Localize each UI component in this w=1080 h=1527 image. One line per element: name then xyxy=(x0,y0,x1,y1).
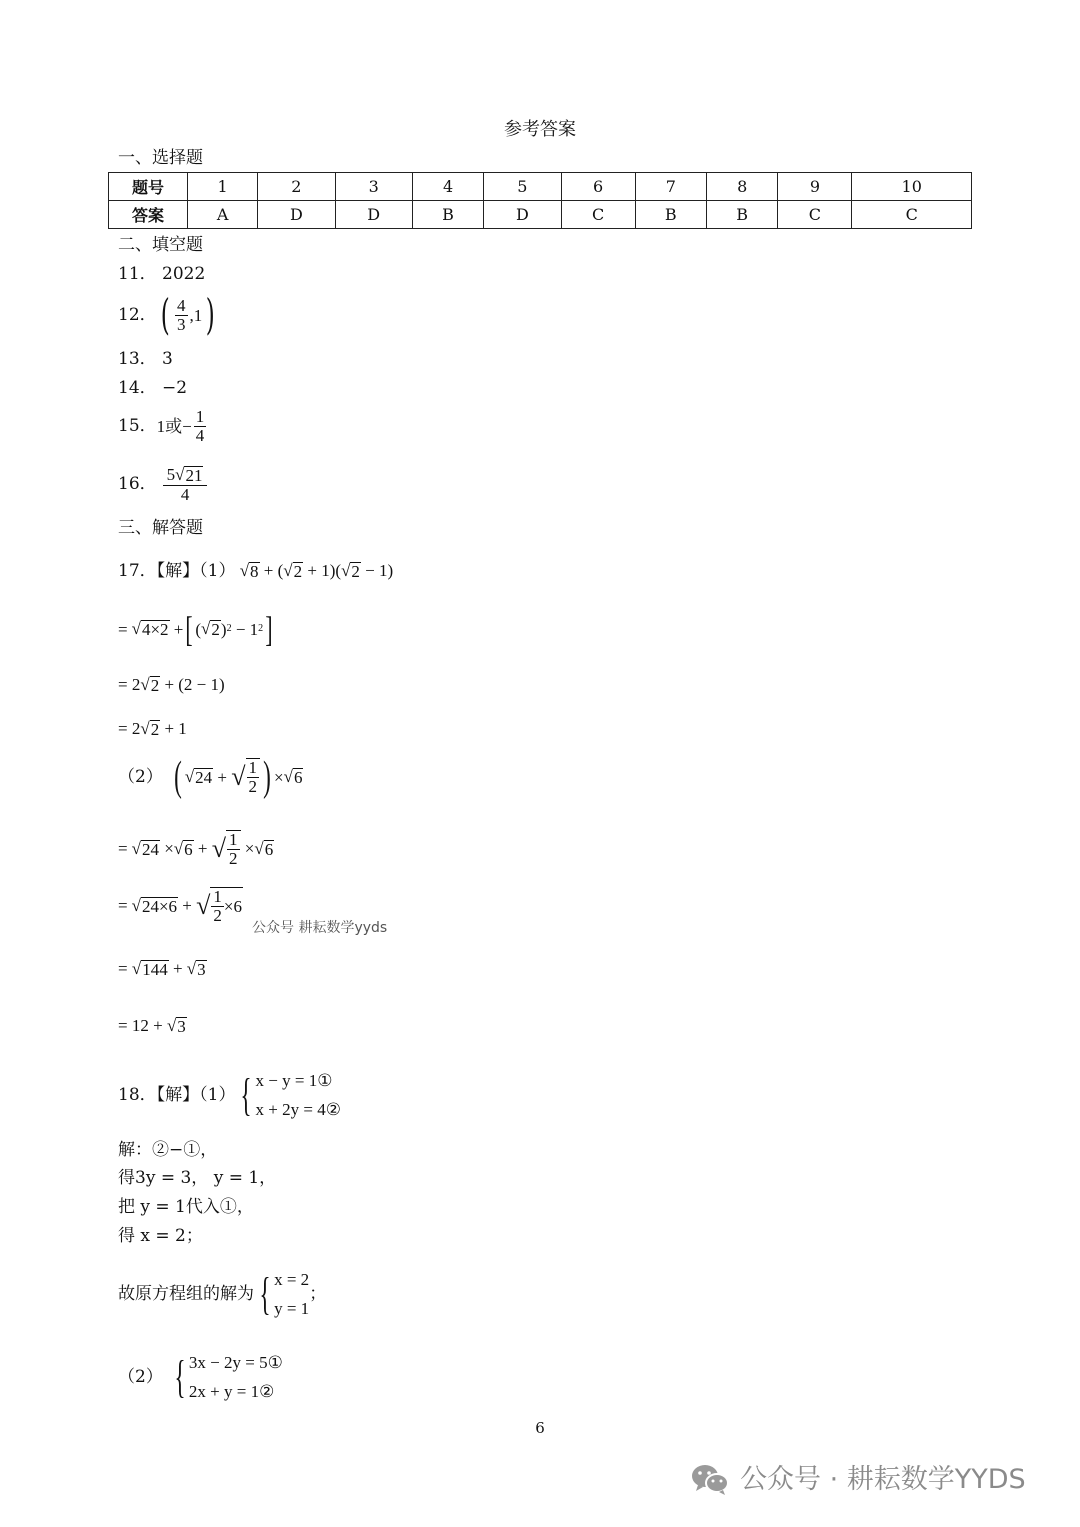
q18-part2 xyxy=(118,1348,283,1406)
table-cell: D xyxy=(258,201,335,229)
equation-line: x − y = 1① xyxy=(255,1071,333,1090)
table-cell: 3 xyxy=(335,173,412,201)
sqrt-half-x6: √ $\frac{1}{2}$ ×6 xyxy=(196,887,242,925)
fill-answer-11 xyxy=(118,266,205,283)
sqrt-2: √ 2 xyxy=(140,675,160,695)
q17-step1: = √ 4×2 + [ ( √ 2 ) 2 − 1 2 ] xyxy=(118,609,273,649)
table-cell: B xyxy=(635,201,706,229)
section-fill-heading: 二、填空题 xyxy=(118,235,203,255)
answer-prefix: 1或− xyxy=(156,416,192,436)
table-cell: 1 xyxy=(188,173,258,201)
table-cell: 5 xyxy=(484,173,561,201)
sqrt-half: √ $\frac{1}{2}$ xyxy=(212,830,241,868)
sqrt-2: √ 2 xyxy=(341,561,360,581)
q17-step6: = √ 144 + √ 3 xyxy=(118,959,206,979)
sqrt-6: √ 6 xyxy=(283,767,303,787)
sqrt-8: √ 8 xyxy=(239,561,259,581)
left-paren: ( xyxy=(173,754,182,800)
fraction xyxy=(163,466,208,504)
solution-system xyxy=(254,1265,309,1323)
answer-value: 2022 xyxy=(162,264,206,284)
table-row-numbers xyxy=(109,173,972,201)
right-paren: ) xyxy=(205,290,215,339)
fraction xyxy=(175,297,188,334)
sqrt-3: √ 3 xyxy=(166,1016,186,1036)
left-brace: { xyxy=(259,1268,271,1319)
table-cell: C xyxy=(778,201,852,229)
equation-line: x + 2y = 4② xyxy=(255,1100,341,1119)
table-cell: C xyxy=(852,201,972,229)
sqrt-144: √ 144 xyxy=(131,959,168,979)
denominator: 3 xyxy=(177,314,186,334)
table-cell: D xyxy=(484,201,561,229)
question-label: 12． xyxy=(118,304,157,325)
left-paren: ( xyxy=(160,290,170,339)
conclusion-text: 故原方程组的解为 xyxy=(118,1283,254,1304)
table-header-number: 题号 xyxy=(109,173,188,201)
q18-step4: 得 x = 2； xyxy=(118,1226,203,1246)
footer-text: 公众号 · 耕耘数学YYDS xyxy=(740,1463,1026,1495)
question-label: 18．【解】（1） xyxy=(118,1084,236,1105)
watermark: 公众号 耕耘数学yyds xyxy=(252,920,388,936)
equation-system-1 xyxy=(235,1066,341,1124)
fill-answer-16 xyxy=(118,466,209,504)
question-label: 11． xyxy=(118,264,157,284)
sqrt-4x2: √ 4×2 xyxy=(131,619,169,639)
section-choice-heading: 一、选择题 xyxy=(118,148,203,168)
fill-answer-12 xyxy=(118,290,219,339)
table-cell: 9 xyxy=(778,173,852,201)
question-label: （2） xyxy=(118,766,163,787)
equation-line: 3x − 2y = 5① xyxy=(188,1353,283,1372)
denominator: 4 xyxy=(195,425,205,445)
q17-part1-expression: 17．【解】（1） √ 8 + (√ 2 + 1)(√ 2 − 1) xyxy=(118,561,394,581)
table-cell: C xyxy=(561,201,635,229)
numerator: 1 xyxy=(195,407,205,426)
table-cell: A xyxy=(188,201,258,229)
question-label: 16． xyxy=(118,474,157,495)
left-brace: { xyxy=(240,1069,253,1120)
table-cell: 10 xyxy=(852,173,972,201)
table-cell: B xyxy=(707,201,778,229)
sqrt-2: √ 2 xyxy=(140,719,160,739)
sqrt-2: √ 2 xyxy=(201,619,220,639)
table-cell: B xyxy=(412,201,483,229)
question-label: 15． xyxy=(118,415,157,436)
answer-tail: ,1 xyxy=(189,305,203,325)
sqrt-2: √ 2 xyxy=(283,561,303,581)
radicand: 21 xyxy=(185,466,203,485)
equation-line: 2x + y = 1② xyxy=(188,1382,275,1401)
sqrt-24: √ 24 xyxy=(131,838,159,859)
q17-step4: = √ 24 × √ 6 + √ $\frac{1}{2}$ × √ 6 xyxy=(118,830,274,868)
conclusion-tail: ； xyxy=(309,1283,327,1304)
solution-line: y = 1 xyxy=(274,1299,310,1318)
table-cell: 4 xyxy=(412,173,483,201)
denominator: 4 xyxy=(180,484,190,504)
numerator xyxy=(163,466,208,486)
right-paren: ) xyxy=(263,754,271,800)
q18-conclusion xyxy=(118,1265,326,1323)
fraction xyxy=(194,408,207,445)
q18-step3: 把 y = 1代入①， xyxy=(118,1197,254,1217)
q17-step2: = 2√ 2 + (2 − 1) xyxy=(118,675,225,695)
table-cell: 6 xyxy=(561,173,635,201)
question-label: 14． xyxy=(118,378,157,398)
q18-part1 xyxy=(118,1066,341,1124)
sqrt-symbol: √ xyxy=(175,465,185,484)
table-row-answers xyxy=(109,201,972,229)
table-cell: 8 xyxy=(707,173,778,201)
table-header-answer: 答案 xyxy=(109,201,188,229)
left-bracket: [ xyxy=(185,609,193,649)
sqrt-24: √ 24 xyxy=(184,767,213,787)
table-cell: 2 xyxy=(258,173,335,201)
sqrt-half: √ $\frac{1}{2}$ xyxy=(231,758,260,796)
q17-result: = 12 + √ 3 xyxy=(118,1016,186,1036)
fill-answer-14 xyxy=(118,380,187,397)
sqrt-6: √ 6 xyxy=(173,838,193,859)
right-bracket: ] xyxy=(265,609,273,649)
equation-system-2 xyxy=(169,1348,283,1406)
q18-step2: 得3y = 3， y = 1， xyxy=(118,1168,277,1188)
answer-value: −2 xyxy=(162,378,188,398)
q17-part2-expression: （2） ( √ 24 + √ $\frac{1}{2}$ ) × √ 6 xyxy=(118,754,303,800)
question-label: （2） xyxy=(118,1366,163,1387)
numerator: 4 xyxy=(177,295,186,315)
answer-table xyxy=(108,172,972,229)
left-brace: { xyxy=(174,1351,186,1402)
question-label: 17．【解】（1） xyxy=(118,561,236,581)
section-solve-heading: 三、解答题 xyxy=(118,518,203,538)
footer-account xyxy=(690,1462,1026,1496)
wechat-icon xyxy=(690,1462,730,1496)
page-number: 6 xyxy=(535,1419,545,1437)
fill-answer-15 xyxy=(118,408,208,445)
q18-step1: 解：②−①， xyxy=(118,1140,218,1160)
solution-line: x = 2 xyxy=(274,1270,310,1289)
sqrt-6: √ 6 xyxy=(254,838,274,859)
fill-answer-13 xyxy=(118,351,173,368)
answer-value: 3 xyxy=(162,349,173,369)
table-cell: 7 xyxy=(635,173,706,201)
question-label: 13． xyxy=(118,349,157,369)
table-cell: D xyxy=(335,201,412,229)
sqrt-24x6: √ 24×6 xyxy=(131,895,178,916)
sqrt-3: √ 3 xyxy=(186,959,206,979)
coefficient: 5 xyxy=(166,465,176,484)
q17-step3: = 2√ 2 + 1 xyxy=(118,719,187,739)
q17-step5: = √ 24×6 + √ $\frac{1}{2}$ ×6 xyxy=(118,887,242,925)
page-title: 参考答案 xyxy=(504,119,576,140)
